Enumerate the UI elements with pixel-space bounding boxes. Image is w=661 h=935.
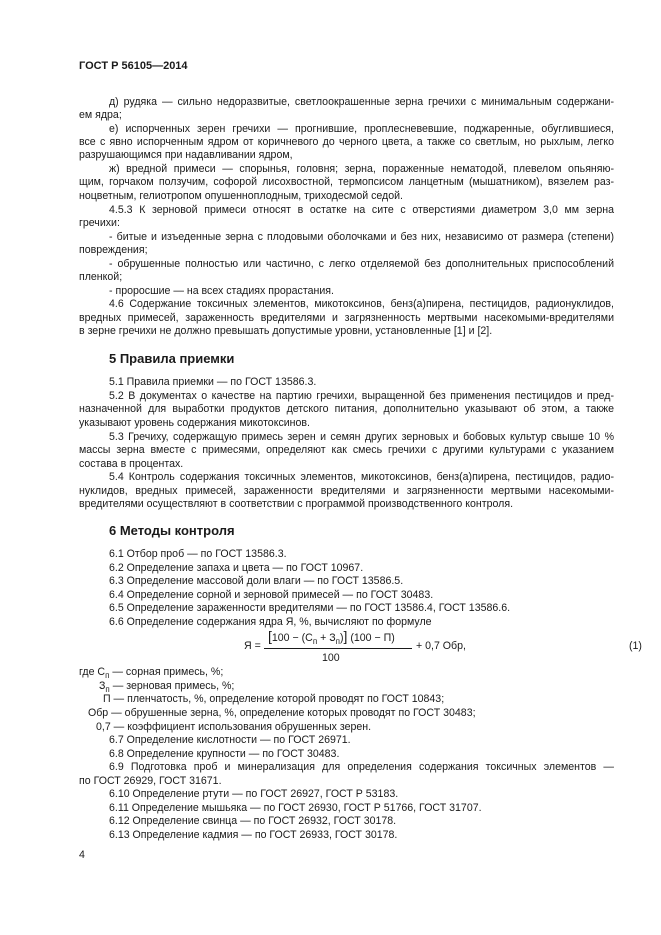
- section-6-line: 6.9 Подготовка проб и минерализация для определения содержания токсичных элементов —: [109, 761, 614, 773]
- page-number: 4: [79, 849, 85, 861]
- section-6-line: 6.6 Определение содержания ядра Я, %, вычисляют по формуле: [109, 616, 432, 628]
- body-line: - проросшие — на всех стадиях прорастания.: [109, 285, 334, 297]
- section-5-line: указывают уровень содержания микотоксинов.: [79, 417, 310, 429]
- formula-kernel-content: [244, 628, 661, 668]
- fraction-bar: [264, 648, 412, 649]
- section-6-heading: 6 Методы контроля: [109, 523, 235, 538]
- body-line: д) рудяка — сильно недоразвитые, светлоокрашенные зерна гречихи с минимальным содержани-: [109, 96, 614, 108]
- section-6-line: 6.10 Определение ртути — по ГОСТ 26927, ГОСТ Р 53183.: [109, 788, 399, 800]
- formula-denominator: 100: [322, 652, 340, 664]
- where-p: П — пленчатость, %, определение которой проводят по ГОСТ 10843;: [103, 693, 445, 705]
- body-line: ноцветным, гелиотропом опушенноплодным, триходесмой седой.: [79, 190, 403, 202]
- section-6-line: 6.4 Определение сорной и зерновой примесей — по ГОСТ 30483.: [109, 589, 434, 601]
- formula-tail: + 0,7 Обр,: [416, 640, 466, 652]
- body-line: в зерне гречихи не должно превышать допустимые уровни, установленные [1] и [2].: [79, 325, 493, 337]
- section-6-line: по ГОСТ 26929, ГОСТ 31671.: [79, 775, 222, 787]
- section-5-line: 5.3 Гречиху, содержащую примесь зерен и семян других зерновых и бобовых культур свыше 10 %: [109, 431, 614, 443]
- where-k: 0,7 — коэффициент использования обрушенных зерен.: [96, 721, 372, 733]
- body-line: вредных примесей, зараженность вредителями и загрязненность мертвыми насекомыми-вредителями: [79, 312, 614, 324]
- body-line: ем ядра;: [79, 109, 122, 121]
- body-line: щим, горчаком ползучим, софорой лисохвостной, термопсисом ланцетным (мышатником), вязелем раз-: [79, 176, 614, 188]
- section-6-line: 6.13 Определение кадмия — по ГОСТ 26933, ГОСТ 30178.: [109, 829, 398, 841]
- body-line: - битые и изъеденные зерна с плодовыми оболочками и без них, независимо от размера (степени): [109, 231, 614, 243]
- where-obr: Обр — обрушенные зерна, %, определение которых проводят по ГОСТ 30483;: [88, 707, 476, 719]
- where-c: где $С_п$ — сорная примесь, %;: [79, 666, 224, 681]
- body-line: ж) вредной примеси — спорынья, головня; зерна, пораженные нематодой, плевелом опьяняю-: [109, 163, 614, 175]
- section-6-line: 6.1 Отбор проб — по ГОСТ 13586.3.: [109, 548, 287, 560]
- section-5-line: 5.2 В документах о качестве на партию гречихи, выращенной без применения пестицидов и пред-: [109, 390, 614, 402]
- body-line: пленкой;: [79, 271, 123, 283]
- section-6-line: 6.11 Определение мышьяка — по ГОСТ 26930, ГОСТ Р 51766, ГОСТ 31707.: [109, 802, 482, 814]
- section-5-line: состава в процентах.: [79, 458, 184, 470]
- body-line: е) испорченных зерен гречихи — прогнившие, проплесневевшие, поджаренные, обуглившиеся,: [109, 123, 614, 135]
- section-5-heading: 5 Правила приемки: [109, 351, 235, 366]
- section-6-line: 6.12 Определение свинца — по ГОСТ 26932, ГОСТ 30178.: [109, 815, 397, 827]
- body-line: разрушающимся при надавливании ядром,: [79, 149, 293, 161]
- section-5-line: назначенной для выработки продуктов детского питания, дополнительно указывают об этом, а также: [79, 403, 614, 415]
- formula-lhs: Я =: [244, 640, 261, 652]
- section-6-line: 6.7 Определение кислотности — по ГОСТ 26971.: [109, 734, 351, 746]
- body-line: все с явно испорченным ядром от коричневого до черного цвета, а также со светлым, но рыхлым, легко: [79, 136, 614, 148]
- section-5-line: 5.4 Контроль содержания токсичных элементов, микотоксинов, бенз(а)пирена, пестицидов, радио-: [109, 471, 614, 483]
- document-header: ГОСТ Р 56105—2014: [79, 60, 188, 72]
- section-6-line: 6.8 Определение крупности — по ГОСТ 30483.: [109, 748, 340, 760]
- body-line: - обрушенные полностью или частично, с легко отделяемой без дополнительных приспособлений: [109, 258, 614, 270]
- section-6-line: 6.3 Определение массовой доли влаги — по ГОСТ 13586.5.: [109, 575, 404, 587]
- section-6-line: 6.2 Определение запаха и цвета — по ГОСТ 10967.: [109, 562, 364, 574]
- section-6-line: 6.5 Определение зараженности вредителями — по ГОСТ 13586.4, ГОСТ 13586.6.: [109, 602, 511, 614]
- section-5-line: 5.1 Правила приемки — по ГОСТ 13586.3.: [109, 376, 317, 388]
- section-5-line: массы зерна вместе с примесями, определяют как смесь гречихи с другими культурами с указанием: [79, 444, 614, 456]
- body-line: повреждения;: [79, 244, 148, 256]
- section-5-line: вредителями осуществляют в соответствии с программой производственного контроля.: [79, 498, 514, 510]
- body-line: 4.5.3 К зерновой примеси относят в остатке на сите с отверстиями диаметром 3,0 мм зерна: [109, 204, 614, 216]
- where-z: $З_п$ — зерновая примесь, %;: [99, 680, 235, 695]
- body-line: гречихи:: [79, 217, 120, 229]
- formula-numerator: $[100 - (С_п + З_п)]$ (100 − П): [268, 628, 395, 647]
- formula-number: (1): [629, 640, 642, 652]
- body-line: 4.6 Содержание токсичных элементов, микотоксинов, бенз(а)пирена, пестицидов, радионуклидов,: [109, 298, 614, 310]
- section-5-line: нуклидов, вредных примесей, зараженности вредителями и загрязненности мертвыми насекомыми-: [79, 485, 614, 497]
